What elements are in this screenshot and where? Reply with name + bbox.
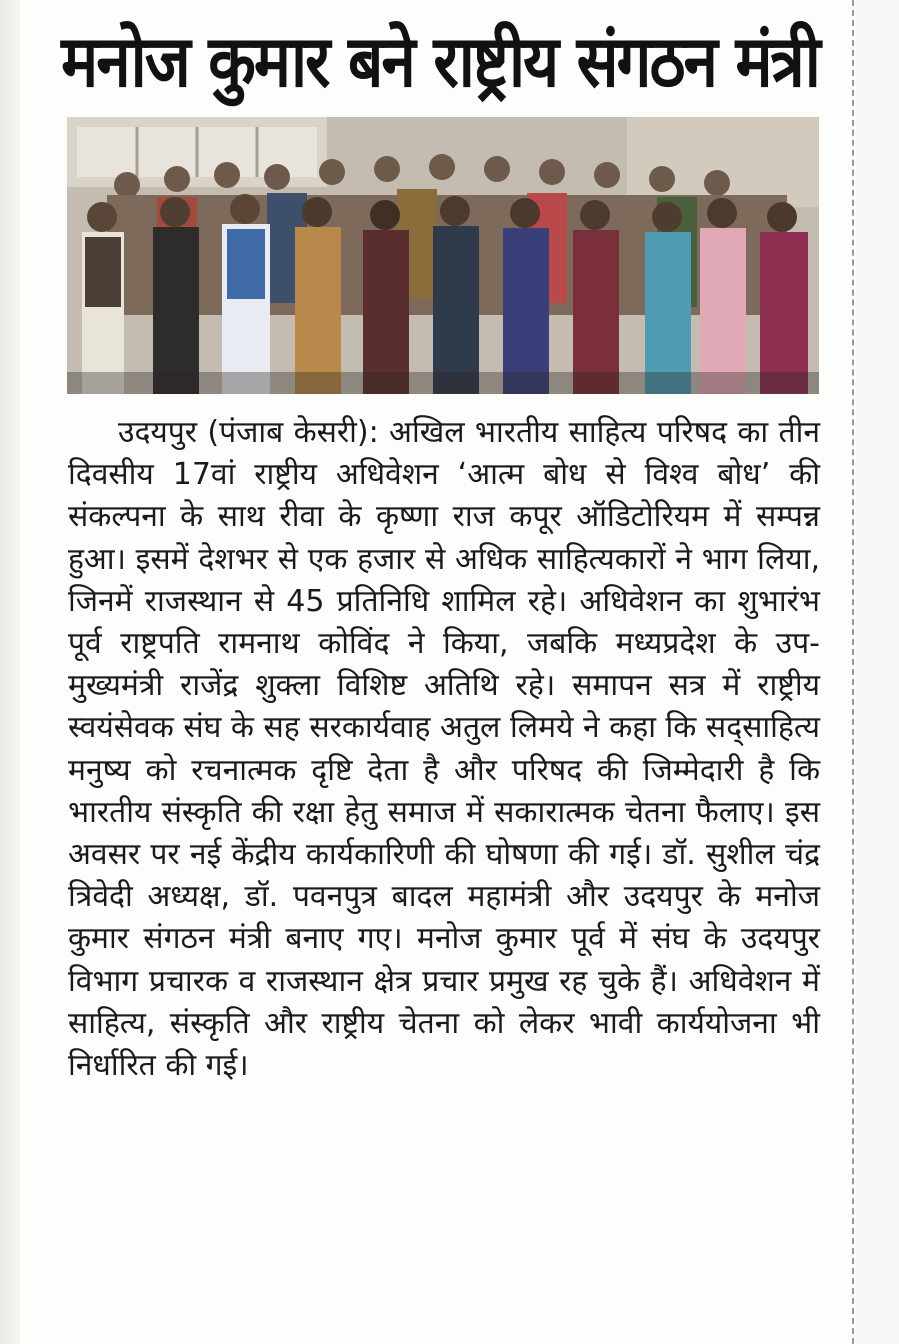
group-photo xyxy=(67,117,819,394)
article-body: उदयपुर (पंजाब केसरी): अखिल भारतीय साहित्य परिषद का तीन दिवसीय 17वां राष्ट्रीय अधिवेशन ‘आत्म बोध से विश्व बोध’ की संकल्पना के साथ रीवा के कृष्णा राज कपूर ऑडिटोरियम में सम्पन्न हुआ। इसमें देशभर से एक हजार से अधिक साहित्यकारों ने भाग लिया, जिनमें राजस्थान से 45 प्रतिनिधि शामिल रहे। अधिवेशन का शुभारंभ पूर्व राष्ट्रपति रामनाथ कोविंद ने किया, जबकि मध्यप्रदेश के उप-मुख्यमंत्री राजेंद्र शुक्ला विशिष्ट अतिथि रहे। समापन सत्र में राष्ट्रीय स्वयंसेवक संघ के सह सरकार्यवाह अतुल लिमये ने कहा कि सद्साहित्य मनुष्य को रचनात्मक दृष्टि देता है और परिषद की जिम्मेदारी है कि भारतीय संस्कृति की रक्षा हेतु समाज में सकारात्मक चेतना फैलाए। इस अवसर पर नई केंद्रीय कार्यकारिणी की घोषणा की गई। डॉ. सुशील चंद्र त्रिवेदी अध्यक्ष, डॉ. पवनपुत्र बादल महामंत्री और उदयपुर के मनोज कुमार संगठन मंत्री बनाए गए। मनोज कुमार पूर्व में संघ के उदयपुर विभाग प्रचारक व राजस्थान क्षेत्र प्रचार प्रमुख रह चुके हैं। अधिवेशन में साहित्य, संस्कृति और राष्ट्रीय चेतना को लेकर भावी कार्ययोजना भी निर्धारित की गई। xyxy=(68,415,820,1084)
adjacent-column-strip xyxy=(856,0,899,1344)
article-headline: मनोज कुमार बने राष्ट्रीय संगठन मंत्री xyxy=(61,19,819,104)
column-divider xyxy=(852,0,854,1344)
group-photo-illustration xyxy=(67,117,819,394)
page-margin xyxy=(0,0,20,1344)
